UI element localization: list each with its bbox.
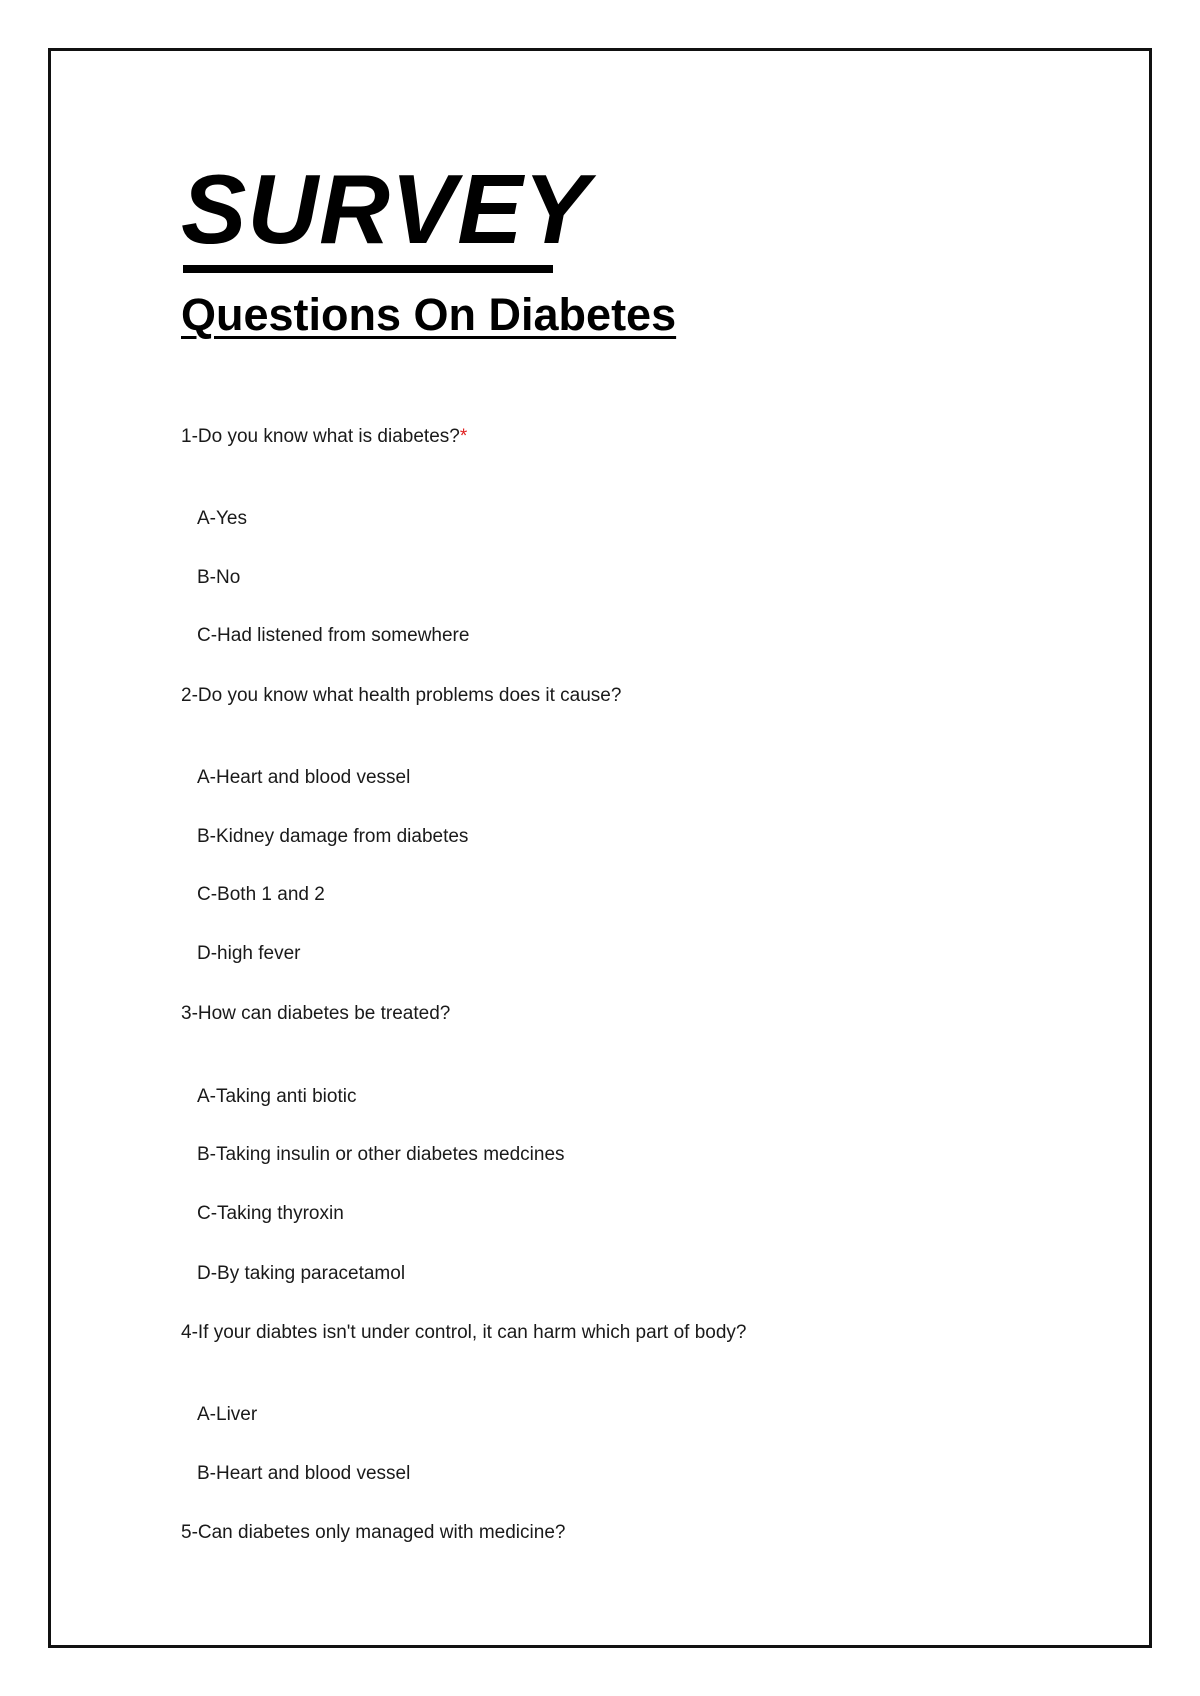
question-4: 4-If your diabtes isn't under control, it can harm which part of body? bbox=[181, 1322, 747, 1343]
question-4-option-b[interactable]: B-Heart and blood vessel bbox=[197, 1463, 411, 1484]
question-2-option-d[interactable]: D-high fever bbox=[197, 943, 301, 964]
question-3: 3-How can diabetes be treated? bbox=[181, 1003, 451, 1024]
question-2-option-c[interactable]: C-Both 1 and 2 bbox=[197, 884, 325, 905]
question-5: 5-Can diabetes only managed with medicine? bbox=[181, 1522, 566, 1543]
question-1-option-c[interactable]: C-Had listened from somewhere bbox=[197, 625, 470, 646]
survey-title: SURVEY bbox=[181, 154, 591, 264]
question-2-option-a[interactable]: A-Heart and blood vessel bbox=[197, 767, 411, 788]
question-4-option-a[interactable]: A-Liver bbox=[197, 1404, 258, 1425]
question-1-text: 1-Do you know what is diabetes? bbox=[181, 426, 460, 447]
question-3-option-d[interactable]: D-By taking paracetamol bbox=[197, 1263, 406, 1284]
title-underline bbox=[183, 265, 553, 273]
question-3-option-b[interactable]: B-Taking insulin or other diabetes medcines bbox=[197, 1144, 565, 1165]
required-mark: * bbox=[459, 426, 468, 447]
question-1-option-a[interactable]: A-Yes bbox=[197, 508, 247, 529]
question-1 bbox=[181, 425, 467, 449]
survey-subtitle: Questions On Diabetes bbox=[181, 289, 677, 340]
question-3-option-a[interactable]: A-Taking anti biotic bbox=[197, 1086, 357, 1107]
question-1-option-b[interactable]: B-No bbox=[197, 567, 241, 588]
question-2-option-b[interactable]: B-Kidney damage from diabetes bbox=[197, 826, 469, 847]
question-2: 2-Do you know what health problems does it cause? bbox=[181, 685, 622, 706]
question-3-option-c[interactable]: C-Taking thyroxin bbox=[197, 1203, 344, 1224]
